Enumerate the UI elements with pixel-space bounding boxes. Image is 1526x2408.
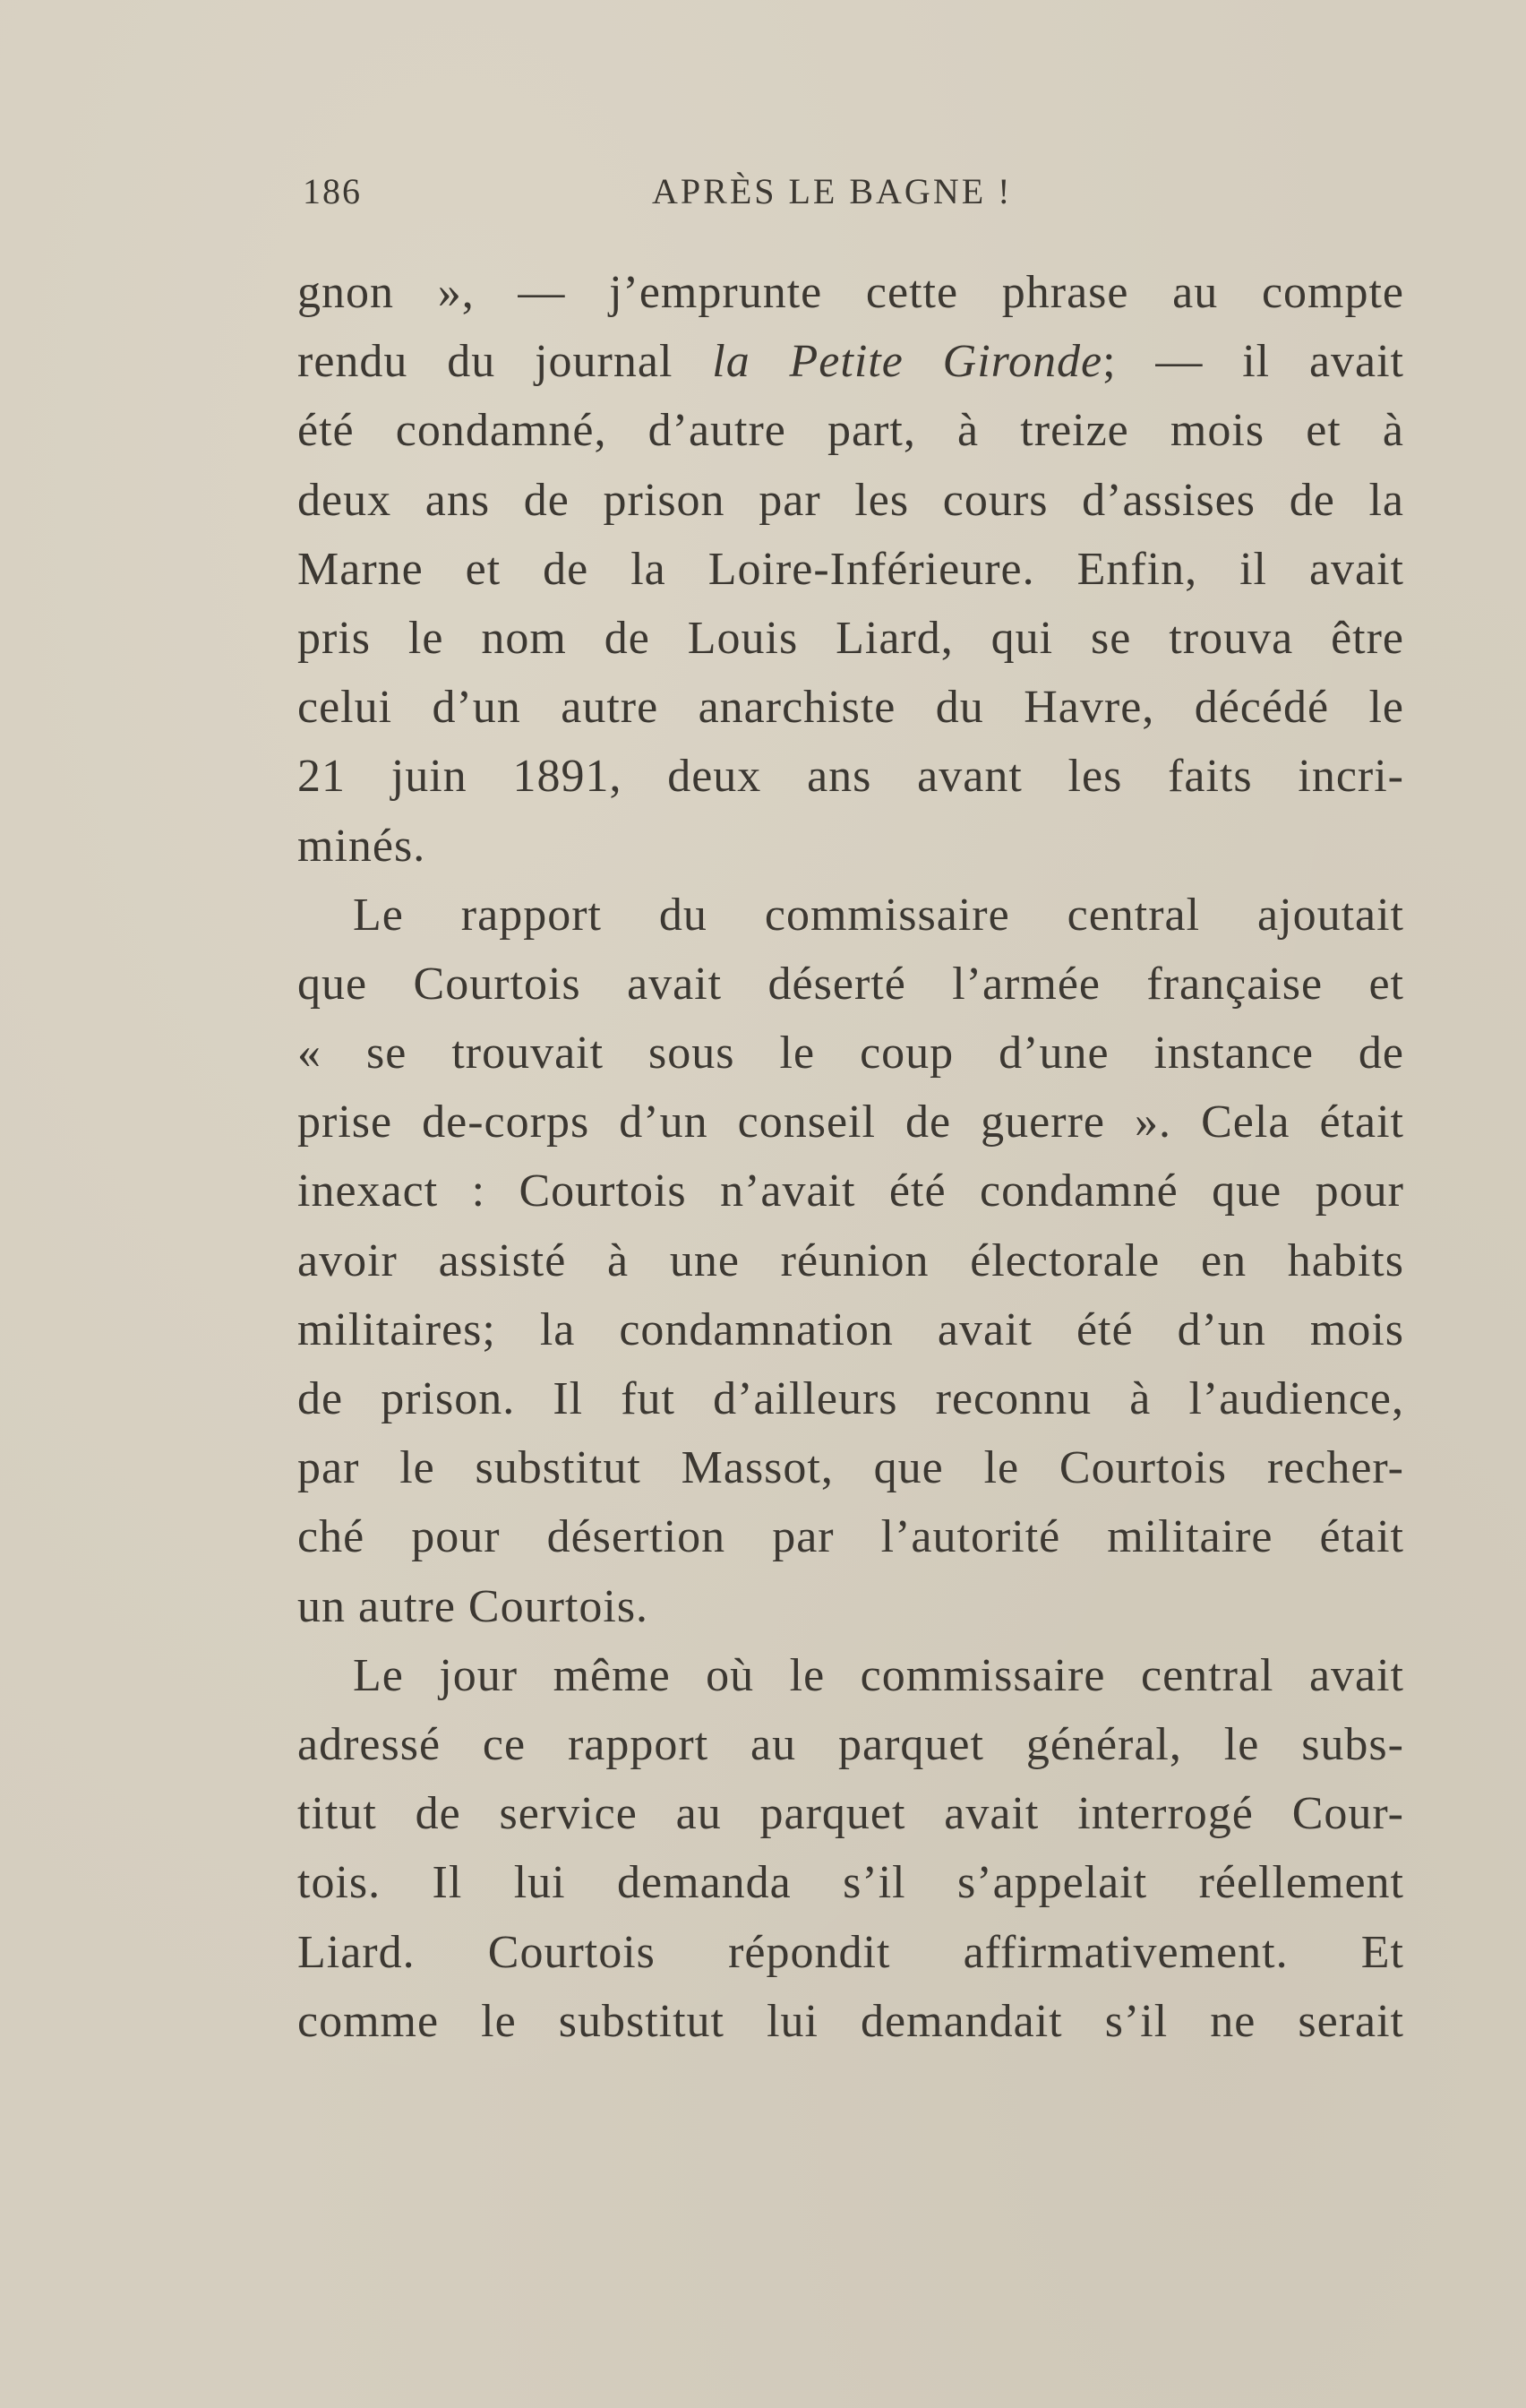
running-title: APRÈS LE BAGNE ! [652, 171, 1013, 211]
text-line: « se trouvait sous le coup d’une instance de [297, 1028, 1404, 1079]
text-line: tois. Il lui demanda s’il s’appelait réellement [297, 1857, 1404, 1909]
text-line: 21 juin 1891, deux ans avant les faits incri- [297, 751, 1404, 803]
text-line: deux ans de prison par les cours d’assises de la [297, 474, 1404, 526]
text-line: été condamné, d’autre part, à treize mois et à [297, 405, 1404, 457]
text-line: prise de-corps d’un conseil de guerre ». Cela était [297, 1096, 1404, 1148]
text-line: inexact : Courtois n’avait été condamné que pour [297, 1165, 1404, 1217]
text-segment: ; — il avait [1102, 336, 1405, 388]
text-line-with-italic-title [297, 327, 1404, 396]
text-line: minés. [297, 820, 426, 872]
text-line: comme le substitut lui demandait s’il ne serait [297, 1995, 1404, 2047]
text-line: celui d’un autre anarchiste du Havre, décédé le [297, 682, 1404, 734]
paragraph-start: Le rapport du commissaire central ajoutait [353, 889, 1404, 941]
text-line: gnon », — j’emprunte cette phrase au compte [297, 267, 1404, 318]
text-line: que Courtois avait déserté l’armée française et [297, 958, 1404, 1010]
text-line: pris le nom de Louis Liard, qui se trouva être [297, 612, 1404, 664]
newspaper-title: la Petite Gironde [712, 336, 1103, 388]
text-line: un autre Courtois. [297, 1580, 649, 1632]
text-line: par le substitut Massot, que le Courtois recher- [297, 1442, 1404, 1494]
text-line: Marne et de la Loire-Inférieure. Enfin, il avait [297, 543, 1404, 595]
text-line: titut de service au parquet avait interrogé Cour- [297, 1788, 1404, 1840]
page-header [303, 170, 1404, 224]
paragraph-start: Le jour même où le commissaire central avait [353, 1649, 1404, 1701]
text-line: adressé ce rapport au parquet général, le subs- [297, 1718, 1404, 1770]
text-line: Liard. Courtois répondit affirmativement. Et [297, 1926, 1404, 1978]
text-line: de prison. Il fut d’ailleurs reconnu à l’audience, [297, 1373, 1404, 1424]
text-line: avoir assisté à une réunion électorale en habits [297, 1234, 1404, 1286]
text-line: ché pour désertion par l’autorité militaire était [297, 1511, 1404, 1563]
page-number: 186 [303, 171, 362, 211]
body-text [297, 258, 1404, 2056]
text-line: militaires; la condamnation avait été d’un mois [297, 1303, 1404, 1355]
text-segment: rendu du journal [297, 336, 713, 388]
